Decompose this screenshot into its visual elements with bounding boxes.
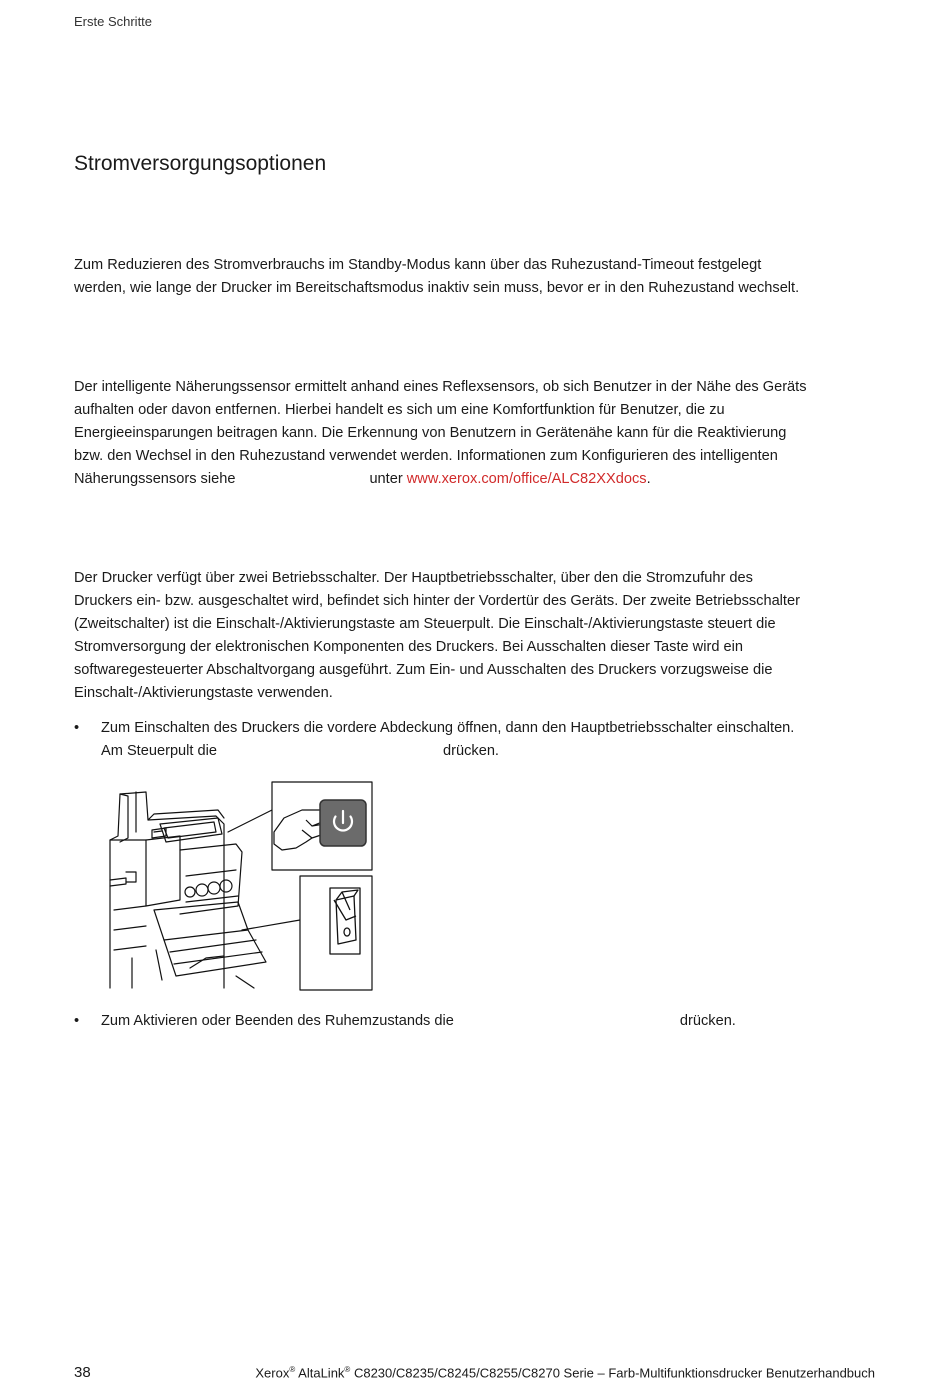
standby-paragraph bbox=[74, 254, 889, 300]
text-line bbox=[74, 468, 889, 491]
bullet-marker: • bbox=[74, 1013, 80, 1029]
footer-title bbox=[178, 1365, 875, 1380]
text-fragment: drücken. bbox=[443, 743, 499, 759]
text-line: Stromversorgung der elektronischen Komponenten des Druckers. Bei Ausschalten dieser Taste wird ein bbox=[74, 639, 743, 655]
xerox-docs-link[interactable]: www.xerox.com/office/ALC82XXdocs bbox=[406, 471, 647, 487]
text-fragment: unter bbox=[369, 471, 403, 487]
sensor-paragraph bbox=[74, 376, 889, 491]
text-fragment: Näherungssensors siehe bbox=[74, 471, 236, 487]
text-line: werden, wie lange der Drucker im Bereitschaftsmodus inaktiv sein muss, bevor er in den Ruhezustand wechselt. bbox=[74, 280, 800, 296]
text-line: Energieeinsparungen beitragen kann. Die Erkennung von Benutzern in Gerätenähe kann für die Reaktivierung bbox=[74, 425, 787, 441]
registered-mark: ® bbox=[344, 1365, 351, 1374]
page-number: 38 bbox=[74, 1364, 91, 1381]
registered-mark: ® bbox=[289, 1365, 296, 1374]
bullet-text bbox=[101, 717, 891, 763]
text-line: softwaregesteuerter Abschaltvorgang ausgeführt. Zum Ein- und Ausschalten des Druckers vorzugsweise die bbox=[74, 662, 773, 678]
text-line: (Zweitschalter) ist die Einschalt-/Aktivierungstaste am Steuerpult. Die Einschalt-/Aktivierungstaste steuert die bbox=[74, 616, 776, 632]
text-fragment: drücken. bbox=[679, 1013, 736, 1029]
power-switch-illustration bbox=[106, 780, 374, 992]
switch-paragraph bbox=[74, 567, 889, 705]
bullet-text bbox=[101, 1010, 891, 1033]
power-icon bbox=[320, 800, 366, 846]
bullet-item bbox=[74, 717, 889, 763]
product-name: AltaLink bbox=[298, 1365, 345, 1381]
text-line: Einschalt-/Aktivierungstaste verwenden. bbox=[74, 685, 333, 701]
text-line: aufhalten oder davon entfernen. Hierbei handelt es sich um eine Komfortfunktion für Benutzer, die zu bbox=[74, 402, 725, 418]
text-line bbox=[101, 740, 891, 763]
bullet-item bbox=[74, 1010, 889, 1033]
printer-drawing bbox=[106, 780, 374, 992]
text-line: Zum Einschalten des Druckers die vordere Abdeckung öffnen, dann den Hauptbetriebsschalter einschalten. bbox=[101, 720, 795, 736]
section-title: Stromversorgungsoptionen bbox=[74, 152, 327, 175]
product-description: C8230/C8235/C8245/C8255/C8270 Serie – Farb-Multifunktionsdrucker Benutzerhandbuch bbox=[353, 1365, 875, 1381]
text-line: Zum Reduzieren des Stromverbrauchs im Standby-Modus kann über das Ruhezustand-Timeout festgelegt bbox=[74, 257, 762, 273]
text-line: Der intelligente Näherungssensor ermittelt anhand eines Reflexsensors, ob sich Benutzer in der Nähe des Geräts bbox=[74, 379, 807, 395]
brand-name: Xerox bbox=[255, 1365, 290, 1381]
text-fragment: . bbox=[646, 471, 651, 487]
rocker-switch-icon bbox=[330, 888, 360, 954]
text-fragment: Zum Aktivieren oder Beenden des Ruhemzustands die bbox=[101, 1013, 454, 1029]
bullet-marker: • bbox=[74, 720, 80, 736]
text-line: Druckers ein- bzw. ausgeschaltet wird, befindet sich hinter der Vordertür des Geräts. Der zweite Betriebsschalter bbox=[74, 593, 800, 609]
text-line: Der Drucker verfügt über zwei Betriebsschalter. Der Hauptbetriebsschalter, über den die Stromzufuhr des bbox=[74, 570, 753, 586]
text-line: bzw. den Wechsel in den Ruhezustand verwendet werden. Informationen zum Konfigurieren des intelligenten bbox=[74, 448, 778, 464]
text-fragment: Am Steuerpult die bbox=[101, 743, 218, 759]
running-header: Erste Schritte bbox=[74, 14, 153, 29]
